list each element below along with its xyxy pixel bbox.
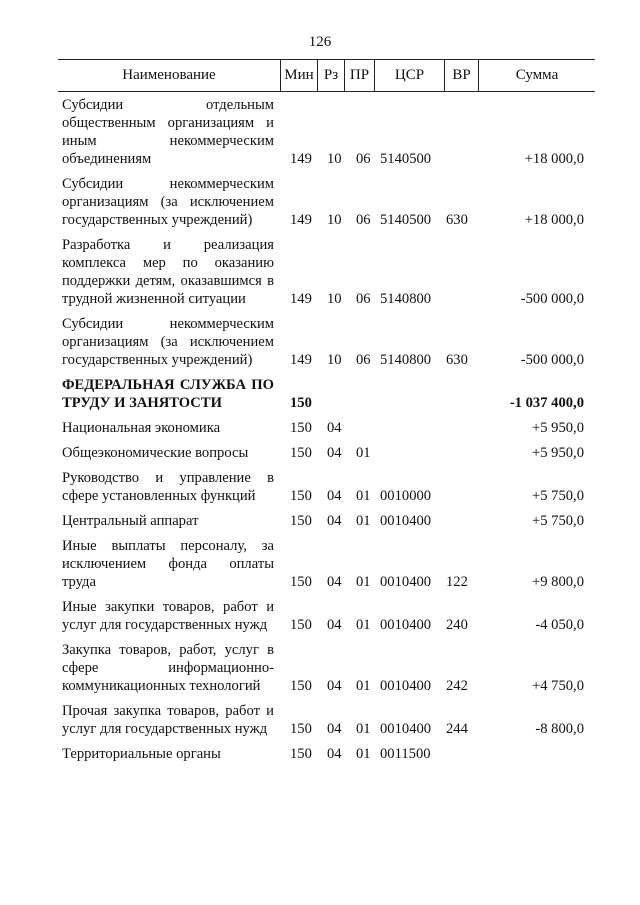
- row-min: 150: [290, 420, 312, 436]
- row-name: Центральный аппарат: [62, 513, 199, 529]
- row-min: 150: [290, 746, 312, 762]
- row-name: Иные выплаты персоналу, за исключением фонда оплаты труда: [62, 538, 274, 590]
- header-sum: Сумма: [478, 60, 595, 91]
- row-rz: 04: [327, 678, 342, 694]
- row-sum: +18 000,0: [524, 212, 584, 228]
- row-pr: 01: [356, 513, 371, 529]
- row-min: 149: [290, 352, 312, 368]
- row-csr: 5140500: [380, 151, 432, 167]
- table-row: [62, 745, 590, 763]
- row-csr: 5140500: [380, 212, 432, 228]
- row-pr: 01: [356, 678, 371, 694]
- row-rz: 10: [327, 352, 342, 368]
- row-vr: 242: [446, 678, 468, 694]
- table-row: [62, 641, 590, 695]
- row-sum: -4 050,0: [535, 617, 584, 633]
- row-vr: 122: [446, 574, 468, 590]
- row-min: 149: [290, 151, 312, 167]
- page-number: 126: [308, 34, 332, 50]
- table-row: [62, 315, 590, 369]
- row-min: 150: [290, 678, 312, 694]
- row-vr: 630: [446, 352, 468, 368]
- header-pr: ПР: [344, 60, 374, 91]
- table-header: [58, 59, 595, 92]
- row-sum: +5 950,0: [531, 445, 584, 461]
- row-name: Национальная экономика: [62, 420, 221, 436]
- row-sum: +4 750,0: [531, 678, 584, 694]
- header-vr: ВР: [444, 60, 478, 91]
- row-sum: -8 800,0: [535, 721, 584, 737]
- header-name: Наименование: [122, 67, 216, 83]
- table-row: [62, 537, 590, 591]
- row-min: 150: [290, 574, 312, 590]
- row-csr: 0011500: [380, 746, 431, 762]
- row-sum: -1 037 400,0: [509, 395, 584, 411]
- row-pr: 06: [356, 212, 371, 228]
- row-csr: 0010400: [380, 721, 432, 737]
- row-csr: 5140800: [380, 291, 432, 307]
- row-name: Субсидии отдельным общественным организациям и иным некоммерческим объединениям: [62, 97, 274, 167]
- row-sum: +5 950,0: [531, 420, 584, 436]
- row-sum: -500 000,0: [520, 291, 584, 307]
- row-name: Общеэкономические вопросы: [62, 445, 249, 461]
- row-rz: 10: [327, 151, 342, 167]
- row-rz: 04: [327, 420, 342, 436]
- row-rz: 04: [327, 513, 342, 529]
- row-min: 150: [290, 513, 312, 529]
- row-pr: 01: [356, 488, 371, 504]
- row-rz: 04: [327, 721, 342, 737]
- row-vr: 240: [446, 617, 468, 633]
- row-csr: 0010400: [380, 574, 432, 590]
- row-pr: 01: [356, 445, 371, 461]
- table-row: [62, 376, 590, 412]
- header-min: Мин: [280, 60, 317, 91]
- row-sum: +5 750,0: [531, 488, 584, 504]
- row-csr: 0010000: [380, 488, 432, 504]
- row-rz: 10: [327, 212, 342, 228]
- row-csr: 0010400: [380, 617, 432, 633]
- row-rz: 04: [327, 574, 342, 590]
- table-row: [62, 469, 590, 505]
- row-name: Субсидии некоммерческим организациям (за исключением государственных учреждений): [62, 176, 274, 228]
- row-pr: 06: [356, 291, 371, 307]
- row-name: Разработка и реализация комплекса мер по оказанию поддержки детям, оказавшимся в трудной жизненной ситуации: [62, 237, 274, 307]
- row-pr: 06: [356, 151, 371, 167]
- row-sum: +18 000,0: [524, 151, 584, 167]
- row-rz: 04: [327, 746, 342, 762]
- row-min: 150: [290, 445, 312, 461]
- row-name: Субсидии некоммерческим организациям (за исключением государственных учреждений): [62, 316, 274, 368]
- table-row: [62, 512, 590, 530]
- row-name: Прочая закупка товаров, работ и услуг для государственных нужд: [62, 703, 274, 737]
- header-rz: Рз: [317, 60, 344, 91]
- table-row: [62, 702, 590, 738]
- row-pr: 01: [356, 746, 371, 762]
- row-pr: 01: [356, 574, 371, 590]
- row-name: ФЕДЕРАЛЬНАЯ СЛУЖБА ПО ТРУДУ И ЗАНЯТОСТИ: [62, 377, 274, 411]
- row-csr: 0010400: [380, 678, 432, 694]
- row-csr: 0010400: [380, 513, 432, 529]
- table-row: [62, 419, 590, 437]
- row-pr: 01: [356, 721, 371, 737]
- row-name: Территориальные органы: [62, 746, 221, 762]
- row-sum: +9 800,0: [531, 574, 584, 590]
- row-min: 150: [290, 721, 312, 737]
- row-min: 150: [290, 617, 312, 633]
- row-name: Иные закупки товаров, работ и услуг для государственных нужд: [62, 599, 274, 633]
- row-sum: +5 750,0: [531, 513, 584, 529]
- table-row: [62, 96, 590, 168]
- row-pr: 06: [356, 352, 371, 368]
- row-rz: 04: [327, 488, 342, 504]
- row-pr: 01: [356, 617, 371, 633]
- row-vr: 244: [446, 721, 468, 737]
- table-row: [62, 444, 590, 462]
- header-csr: ЦСР: [374, 60, 444, 91]
- row-rz: 04: [327, 617, 342, 633]
- table-row: [62, 598, 590, 634]
- row-vr: 630: [446, 212, 468, 228]
- row-name: Закупка товаров, работ, услуг в сфере информационно-коммуникационных технологий: [62, 642, 274, 694]
- row-min: 150: [290, 395, 312, 411]
- row-rz: 04: [327, 445, 342, 461]
- row-rz: 10: [327, 291, 342, 307]
- table-body: [62, 96, 590, 770]
- table-row: [62, 236, 590, 308]
- row-min: 150: [290, 488, 312, 504]
- table-row: [62, 175, 590, 229]
- row-min: 149: [290, 291, 312, 307]
- row-name: Руководство и управление в сфере установленных функций: [62, 470, 274, 504]
- row-sum: -500 000,0: [520, 352, 584, 368]
- row-csr: 5140800: [380, 352, 432, 368]
- row-min: 149: [290, 212, 312, 228]
